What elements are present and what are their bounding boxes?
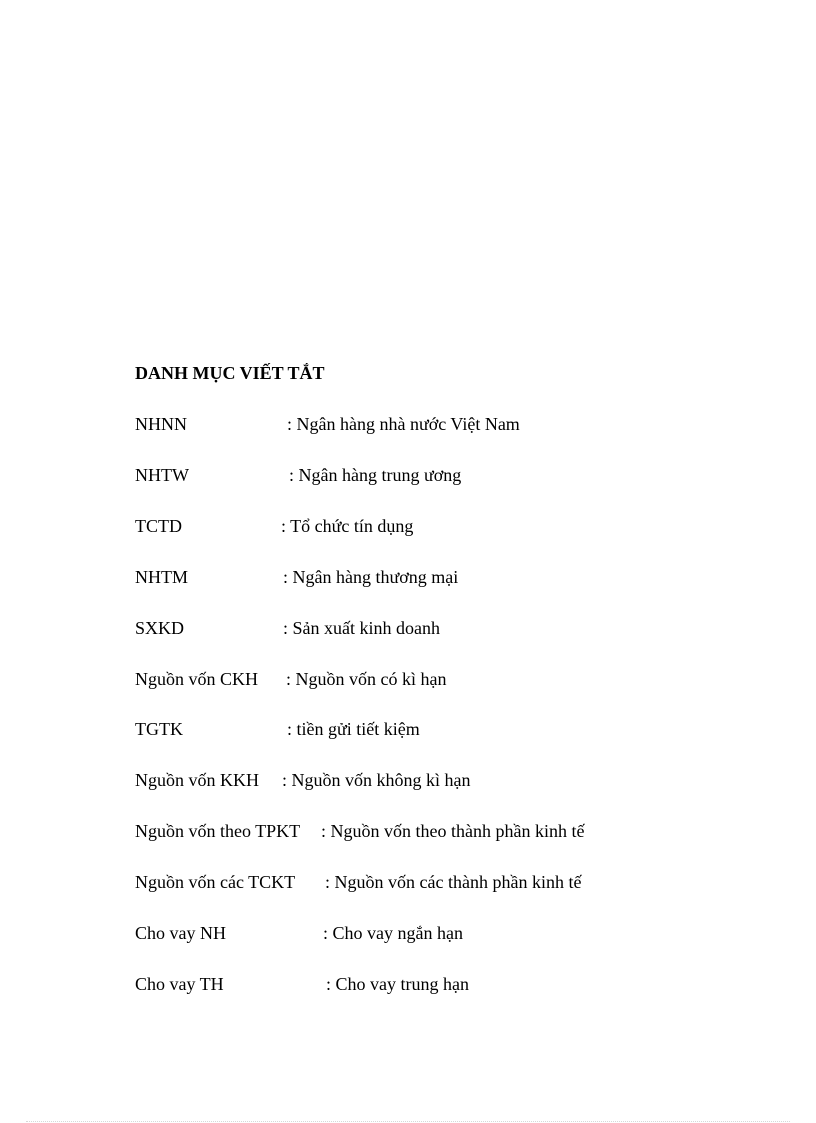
abbreviation-term: NHTM [135, 567, 188, 587]
abbreviation-definition: : Ngân hàng nhà nước Việt Nam [287, 414, 520, 434]
abbreviation-definition: : Ngân hàng trung ương [289, 465, 462, 485]
abbreviation-definition: : Nguồn vốn theo thành phần kinh tế [321, 821, 585, 841]
abbreviation-term: Nguồn vốn theo TPKT [135, 821, 301, 841]
page-bottom-divider [26, 1121, 790, 1122]
page-title: DANH MỤC VIẾT TẮT [135, 363, 325, 383]
abbreviation-definition: : Nguồn vốn không kì hạn [282, 770, 471, 790]
abbreviation-term: TGTK [135, 719, 183, 739]
abbreviation-entry [135, 923, 735, 947]
abbreviation-entry [135, 618, 735, 642]
abbreviation-term: NHTW [135, 465, 189, 485]
abbreviation-definition: : Tổ chức tín dụng [281, 516, 414, 536]
abbreviation-term: Nguồn vốn KKH [135, 770, 259, 790]
abbreviation-term: TCTD [135, 516, 182, 536]
abbreviation-term: Cho vay TH [135, 974, 224, 994]
abbreviation-entry [135, 872, 735, 896]
abbreviation-term: Nguồn vốn CKH [135, 669, 259, 689]
abbreviation-definition: : Sản xuất kinh doanh [283, 618, 440, 638]
abbreviation-term: NHNN [135, 414, 187, 434]
abbreviation-entry [135, 974, 735, 998]
abbreviation-term: Cho vay NH [135, 923, 226, 943]
abbreviation-definition: : Cho vay ngắn hạn [323, 923, 463, 943]
abbreviation-definition: : Nguồn vốn các thành phần kinh tế [325, 872, 582, 892]
abbreviation-entry [135, 465, 735, 489]
abbreviation-entry [135, 719, 735, 743]
abbreviation-definition: : tiền gửi tiết kiệm [287, 719, 420, 739]
abbreviation-entry [135, 770, 735, 794]
abbreviation-definition: : Cho vay trung hạn [326, 974, 469, 994]
abbreviation-entry [135, 567, 735, 591]
abbreviation-entry [135, 821, 735, 845]
abbreviation-term: SXKD [135, 618, 185, 638]
abbreviation-entry [135, 669, 735, 693]
abbreviation-definition: : Ngân hàng thương mại [283, 567, 459, 587]
abbreviation-entry [135, 516, 735, 540]
abbreviation-term: Nguồn vốn các TCKT [135, 872, 296, 892]
abbreviation-definition: : Nguồn vốn có kì hạn [286, 669, 447, 689]
abbreviation-entry [135, 414, 735, 438]
